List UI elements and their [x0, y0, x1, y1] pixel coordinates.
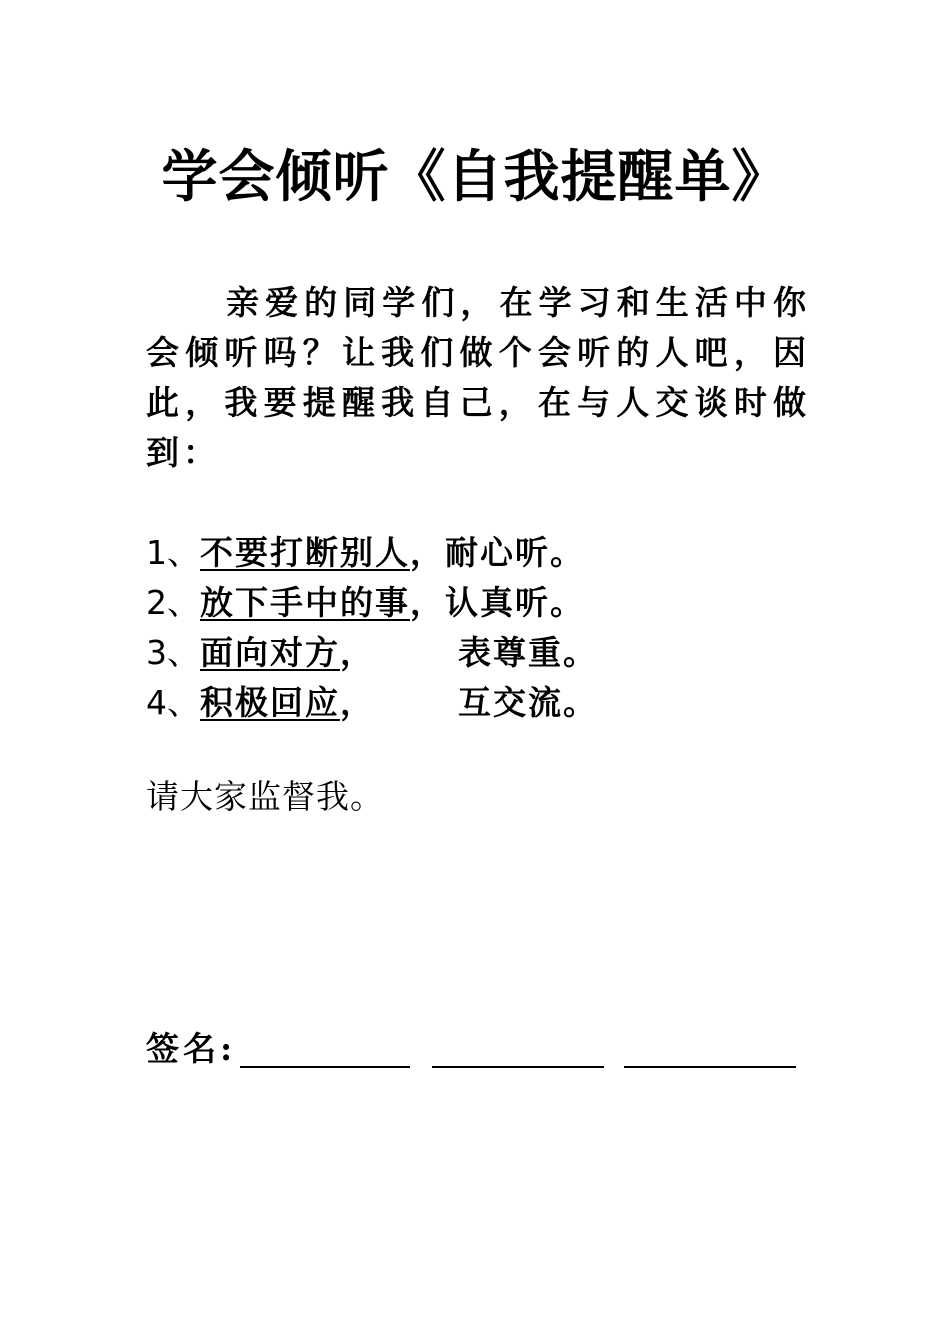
- reminder-list: [146, 528, 826, 728]
- item-rest: 表尊重。: [458, 633, 598, 672]
- item-number: 4、: [146, 683, 200, 722]
- item-number: 3、: [146, 633, 200, 672]
- item-separator: ，: [340, 683, 375, 722]
- signature-line-2[interactable]: [432, 1066, 604, 1068]
- item-number: 1、: [146, 533, 200, 572]
- signature-line-1[interactable]: [240, 1066, 410, 1068]
- intro-paragraph: 亲爱的同学们，在学习和生活中你会倾听吗？让我们做个会听的人吧，因此，我要提醒我自己，在与人交谈时做到：: [146, 283, 810, 472]
- item-key-phrase: 积极回应: [200, 683, 340, 722]
- signature-line-3[interactable]: [624, 1066, 796, 1068]
- list-item: [146, 528, 826, 578]
- item-separator: ，: [410, 533, 445, 572]
- list-item: [146, 578, 826, 628]
- page-title: 学会倾听《自我提醒单》: [161, 145, 789, 210]
- closing-text: 请大家监督我。: [146, 777, 384, 816]
- item-key-phrase: 放下手中的事: [200, 583, 410, 622]
- item-rest: 互交流。: [458, 683, 598, 722]
- signature-label: 签名:: [146, 1029, 237, 1068]
- item-separator: ，: [340, 633, 375, 672]
- item-key-phrase: 面向对方: [200, 633, 340, 672]
- item-rest: 认真听。: [445, 583, 585, 622]
- item-number: 2、: [146, 583, 200, 622]
- item-separator: ，: [410, 583, 445, 622]
- item-key-phrase: 不要打断别人: [200, 533, 410, 572]
- signature-area: [146, 1024, 826, 1074]
- list-item: [146, 678, 826, 728]
- item-rest: 耐心听。: [445, 533, 585, 572]
- list-item: [146, 628, 826, 678]
